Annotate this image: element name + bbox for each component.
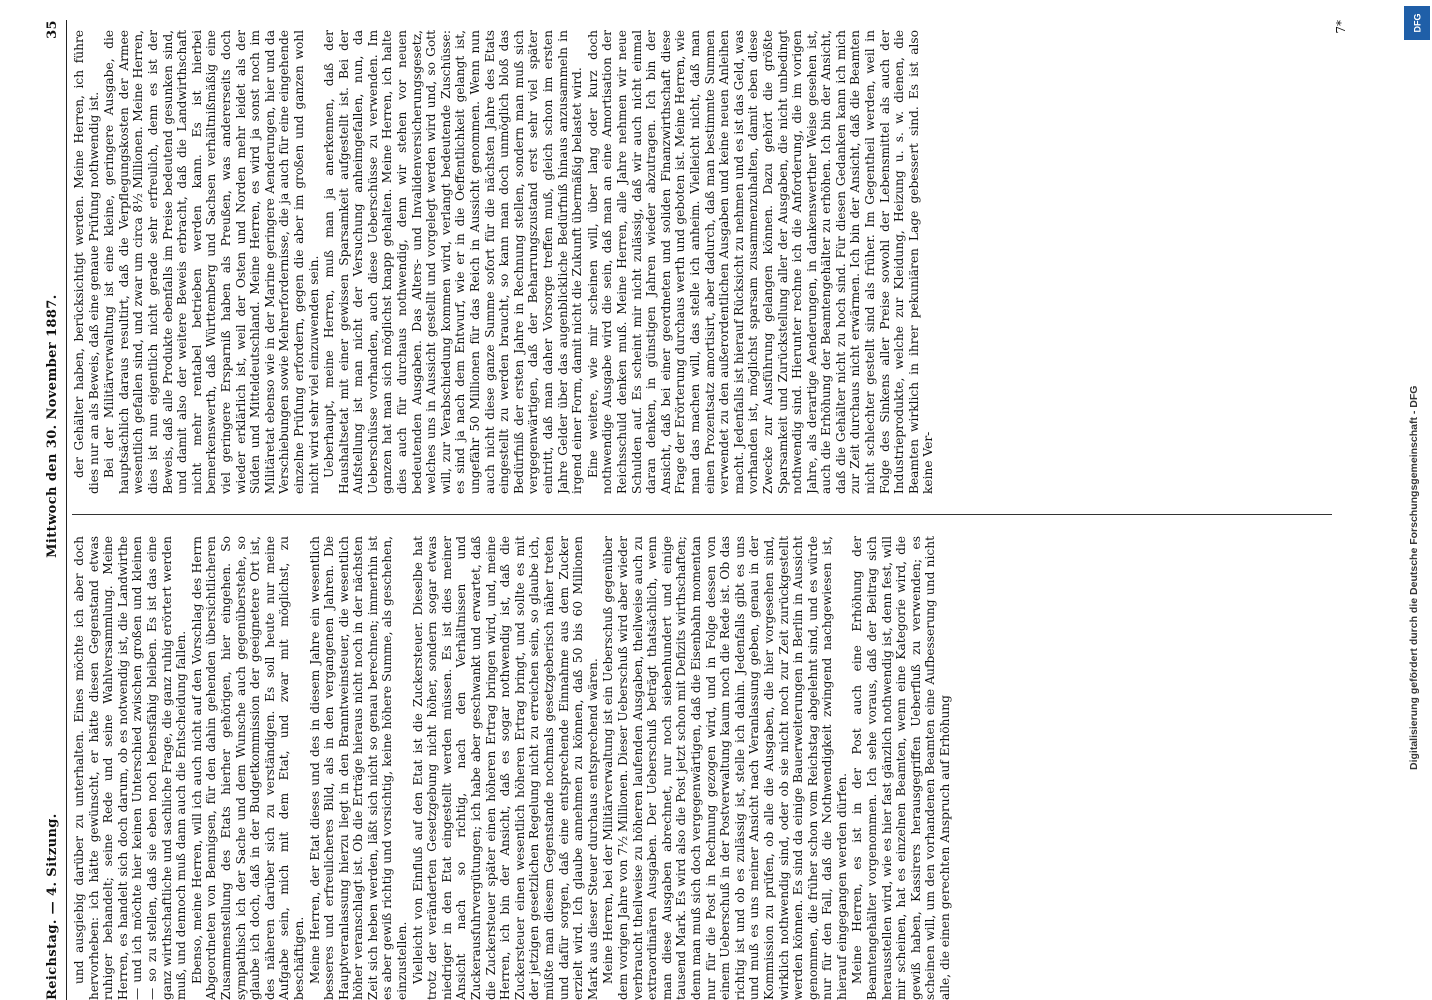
paragraph: Ueberhaupt, meine Herren, muß man ja anerkennen, daß der Haushaltsetat mit einer gewissen Sparsamkeit aufgestellt ist. Bei der Aufstellung ist man nicht der Versuchung anheimgefallen, nun, da Ueberschüsse vorhanden, auch diese Ueberschüsse zu verwenden. Im ganzen hat man sich möglichst knapp gehalten. Meine Herren, ich halte dies auch für durchaus nothwendig, denn wir stehen vor neuen bedeutenden Ausgaben. Das Alters- und Invalidenversicherungsgesetz, welches uns in Aussicht gestellt und vorgelegt werden wird und, so Gott will, zur Verabschiedung kommen wird, verlangt bedeutende Zuschüsse: es sind ja nach dem Entwurf, wie er in die Oeffentlichkeit gelangt ist, ungefähr 50 Millionen für das Reich in Aussicht genommen. Wenn nun auch nicht diese ganze Summe sofort für die nächsten Jahre des Etats eingestellt zu werden braucht, so kann man doch unmöglich bloß das Bedürfniß der ersten Jahre in Rechnung stellen, sondern man muß sich vergegenwärtigen, daß der Beharrungszustand erst sehr viel später eintritt, daß man daher Vorsorge treffen muß, gleich schon im ersten Jahre Gelder über das augenblickliche Bedürfniß hinaus anzusammeln in irgend einer Form, damit nicht die Zukunft übermäßig belastet wird.: [322, 30, 585, 494]
paragraph: und ausgiebig darüber zu unterhalten. Eines möchte ich aber doch hervorheben: ich hätte gewünscht, er hätte diesen Gegenstand etwas ruhiger behandelt; seine Rede und seine Wahlversammlung. Meine Herren, es handelt sich doch darum, ob es notwendig ist, die Landwirthe — und ich möchte hier keinen Unterschied zwischen großen und kleinen — so zu stellen, daß sie eben noch lebensfähig bleiben. Es ist das eine ganz wirthschaftliche und sachliche Frage, die ganz ruhig erörtert werden muß, und dennoch muß dann auch die Entscheidung fallen.: [72, 536, 189, 1000]
paragraph: Vielleicht von Einfluß auf den Etat ist die Zuckersteuer. Dieselbe hat trotz der veränderten Gesetzgebung nicht höher, sondern sogar etwas niedriger in den Etat eingestellt werden müssen. Es ist dies meiner Ansicht nach so richtig, nach den Verhältnissen und Zuckerausfuhrvergütungen; ich habe aber geschwankt und erwartet, daß die Zuckersteuer später einen höheren Ertrag bringen wird, und, meine Herren, ich bin der Ansicht, daß es sogar nothwendig ist, daß die Zuckersteuer einen wesentlich höheren Ertrag bringt, und sollte es mit der jetzigen gesetzlichen Regelung nicht zu erreichen sein, so glaube ich, müßte man diesem Gegenstande nochmals gesetzgeberisch näher treten und dafür sorgen, daß eine entsprechende Einnahme aus dem Zucker erzielt wird. Ich glaube annehmen zu können, daß 50 bis 60 Millionen Mark aus dieser Steuer durchaus entsprechend wären.: [410, 536, 600, 1000]
paragraph: Meine Herren, bei der Militärverwaltung ist ein Ueberschuß gegenüber dem vorigen Jahre von 7½ Millionen. Dieser Ueberschuß wird aber wieder verbraucht theilweise zu höheren laufenden Ausgaben, theilweise auch zu extraordinären Ausgaben. Der Ueberschuß beträgt thatsächlich, wenn man diese Ausgaben abrechnet, nur noch siebenhundert und einige tausend Mark. Es wird also die Post jetzt schon mit Defizits wirthschaften; denn man muß sich doch vergegenwärtigen, daß die Eisenbahn momentan nur für die Post in Rechnung gezogen wird, und in Folge dessen von einem Ueberschuß in der Postverwaltung kaum noch die Rede ist. Ob das richtig ist und ob es zulässig ist, stelle ich dahin. Jedenfalls gibt es uns und muß es uns meiner Ansicht nach Veranlassung geben, genau in der Kommission zu prüfen, ob alle die Ausgaben, die hier vorgesehen sind, wirklich nothwendig sind, oder ob sie nicht noch zur Zeit zurückgestellt werden können. Es sind da einige Bauerweiterungen in Berlin in Aussicht genommen, die früher schon vom Reichstag abgelehnt sind, und es würde nur für den Fall, daß die Nothwendigkeit zwingend nachgewiesen ist, hierauf eingegangen werden dürfen.: [601, 536, 849, 1000]
paragraph: Eine weitere, wie mir scheinen will, über lang oder kurz doch nothwendige Ausgabe wird die sein, daß man an eine Amortisation der Reichsschuld denken muß. Meine Herren, alle Jahre nehmen wir neue Schulden auf. Es scheint mir nicht zulässig, daß wir auch nicht einmal daran denken, in günstigen Jahren wieder abzutragen. Ich bin der Ansicht, daß bei einer geordneten und soliden Finanzwirthschaft diese Frage der Erörterung durchaus werth und geboten ist. Meine Herren, wie man das machen will, das stelle ich anheim. Vielleicht nicht, daß man einen Prozentsatz amortisirt, aber dadurch, daß man bestimmte Summen verwendet zu den außerordentlichen Ausgaben und keine neuen Anleihen macht. Jedenfalls ist hierauf Rücksicht zu nehmen und es ist das Geld, was vorhanden ist, möglichst sparsam zusammenzuhalten, damit eben diese Zwecke zur Ausführung gelangen können. Dazu gehört die größte Sparsamkeit und Zurückstellung aller der Ausgaben, die nicht unbedingt nothwendig sind. Hierunter rechne ich die Anforderung, die im vorigen Jahre, als derartige Aenderungen, in dankenswerther Weise gesehen ist, auch die Erhöhung der Beamtengehälter zu erhöhen. Ich bin der Ansicht, daß die Gehälter nicht zu hoch sind. Für diesen Gedanken kann ich mich zur Zeit durchaus nicht erwärmen. Ich bin der Ansicht, daß die Beamten nicht schlechter gestellt sind als früher. Im Gegentheil werden, weil in Folge des Sinkens aller Preise sowohl der Lebensmittel als auch der Industrieprodukte, welche zur Kleidung, Heizung u. s. w. dienen, die Beamten wirklich in ihrer pekuniären Lage gebessert sind. Es ist also keine Ver-: [585, 30, 936, 494]
left-column: [72, 536, 1332, 1000]
page-header: [40, 20, 64, 1000]
header-date: Mittwoch den 30. November 1887.: [44, 294, 60, 558]
funding-note-text: Digitalisierung gefördert durch die Deutsche Forschungsgemeinschaft - DFG: [1408, 385, 1420, 770]
funding-note: [1408, 10, 1426, 770]
column-divider: [72, 514, 1332, 515]
newspaper-page: [40, 20, 1360, 1000]
paragraph: Ebenso, meine Herren, will ich auch nicht auf den Vorschlag des Herrn Abgeordneten von Bennigsen, für den dahin gehenden übersichtlicheren Zusammenstellung des Etats hierher gehörigen, hier eingehen. So sympathisch ich der Sache und dem Wunsche auch gegenüberstehe, so glaube ich doch, daß in der Budgetkommission der geeignetere Ort ist, des näheren darüber sich zu verständigen. Es soll heute nur meine Aufgabe sein, mich mit dem Etat, und zwar mit möglichst, zu beschäftigen.: [189, 536, 306, 1000]
page-number: 35: [44, 20, 60, 39]
sheet-signature: 7*: [1334, 20, 1348, 34]
paragraph: Meine Herren, der Etat dieses und des in diesem Jahre ein wesentlich besseres und erfreulicheres Bild, als in den vergangenen Jahren. Die Hauptveranlassung hierzu liegt in den Branntweinsteuer, die wesentlich höher veranschlagt ist. Ob die Erträge hieraus nicht noch in der nächsten Zeit sich heben werden, läßt sich nicht so genau berechnen; immerhin ist es aber gewiß richtig und vorsichtig, keine höhere Summe, als geschehen, einzustellen.: [307, 536, 410, 1000]
header-rule: [66, 20, 67, 1000]
paragraph: der Gehälter haben, berücksichtigt werden. Meine Herren, ich führe dies nur an als Beweis, daß eine genaue Prüfung nothwendig ist.: [72, 30, 101, 494]
dfg-logo-text: DFG: [1412, 13, 1422, 33]
header-left: Reichstag. — 4. Sitzung.: [44, 813, 60, 1000]
paragraph: Bei der Militärverwaltung ist eine kleine, geringere Ausgabe, die hauptsächlich daraus resultirt, daß die Verpflegungskosten der Armee wesentlich gefallen sind, und zwar um circa 8½ Millionen. Meine Herren, dies ist nun eigentlich nicht gerade sehr erfreulich, denn es ist der Beweis, daß alle Produkte ebenfalls im Preise bedeutend gesunken sind, und damit also der weitere Beweis erbracht, daß die Landwirthschaft nicht mehr rentabel betrieben werden kann. Es ist hierbei bemerkenswerth, daß Württemberg und Sachsen verhältnißmäßig eine viel geringere Ersparniß haben als Preußen, was andererseits doch wieder erklärlich ist, weil der Osten und Norden mehr leidet als der Süden und Mitteldeutschland. Meine Herren, es wird ja sonst noch im Militäretat ebenso wie in der Marine geringere Aenderungen, hier und da Verschiebungen sowie Mehrerfordernisse, die ja auch für eine eingehende einzelne Prüfung erfordern, gegen die aber im großen und ganzen wohl nicht wird sehr viel einzuwenden sein.: [102, 30, 321, 494]
dfg-logo: [1404, 6, 1430, 40]
right-column: [72, 30, 1332, 494]
paragraph: Meine Herren, es ist in der Post auch eine Erhöhung der Beamtengehälter vorgenommen. Ich sehe voraus, daß der Beitrag sich herausstellen wird, wie es hier fast gänzlich nothwendig ist, denn fest, will mir scheinen, hat es einzelnen Beamten, wenn eine Kategorie wird, die gewiß haben, Kassirers herausgegriffen Ueberfluß zu verwenden; es scheinen will, um den vorhandenen Beamten eine Aufbesserung und nicht alle, die einen gerechten Anspruch auf Erhöhung: [850, 536, 953, 1000]
